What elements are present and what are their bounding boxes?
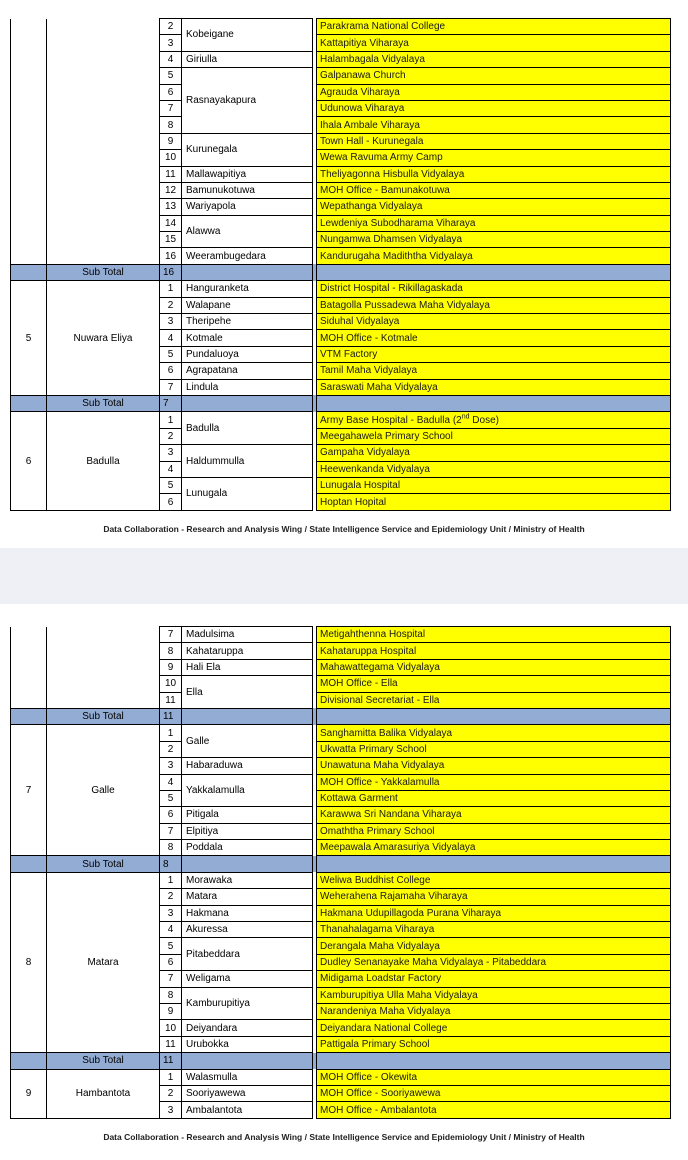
- venue-cell: Karawwa Sri Nandana Viharaya: [317, 807, 671, 823]
- row-index: 8: [160, 840, 182, 856]
- moh-area: Hali Ela: [182, 659, 313, 675]
- row-index: 5: [160, 346, 182, 362]
- district-name: Badulla: [47, 412, 160, 510]
- venue-cell: Midigama Loadstar Factory: [317, 971, 671, 987]
- row-index: 3: [160, 758, 182, 774]
- row-index: 11: [160, 1036, 182, 1052]
- subtotal-count: 16: [160, 264, 182, 280]
- moh-area: Sooriyawewa: [182, 1085, 313, 1101]
- district-no: 6: [11, 412, 47, 510]
- subtotal-label: Sub Total: [47, 708, 160, 724]
- venue-cell: Deiyandara National College: [317, 1020, 671, 1036]
- venue-cell: Weherahena Rajamaha Viharaya: [317, 889, 671, 905]
- row-index: 7: [160, 971, 182, 987]
- subtotal-row: [11, 264, 671, 280]
- moh-area: Madulsima: [182, 627, 313, 643]
- row-index: 14: [160, 215, 182, 231]
- row-index: 13: [160, 199, 182, 215]
- moh-area: Kurunegala: [182, 133, 313, 166]
- venue-cell: Wepathanga Vidyalaya: [317, 199, 671, 215]
- row-index: 1: [160, 281, 182, 297]
- table-row: [11, 627, 671, 643]
- row-index: 2: [160, 428, 182, 444]
- row-index: 6: [160, 807, 182, 823]
- vaccination-centers-table-page-1: [10, 18, 671, 511]
- moh-area: Morawaka: [182, 872, 313, 888]
- subtotal-row: [11, 708, 671, 724]
- venue-cell: Galpanawa Church: [317, 68, 671, 84]
- subtotal-count: 8: [160, 856, 182, 872]
- row-index: 7: [160, 823, 182, 839]
- row-index: 2: [160, 741, 182, 757]
- moh-area: Haldummulla: [182, 445, 313, 478]
- venue-cell: Kattapitiya Viharaya: [317, 35, 671, 51]
- moh-area: Galle: [182, 725, 313, 758]
- table-row: [11, 412, 671, 428]
- moh-area: Ambalantota: [182, 1102, 313, 1118]
- district-name-cell: [47, 627, 160, 709]
- table-row: [11, 281, 671, 297]
- row-index: 7: [160, 627, 182, 643]
- moh-area: Alawwa: [182, 215, 313, 248]
- row-index: 2: [160, 19, 182, 35]
- moh-area: Mallawapitiya: [182, 166, 313, 182]
- page-footer: Data Collaboration - Research and Analysis Wing / State Intelligence Service and Epidemiology Unit / Ministry of Health: [103, 1132, 585, 1142]
- row-index: 1: [160, 872, 182, 888]
- venue-cell: Hakmana Udupillagoda Purana Viharaya: [317, 905, 671, 921]
- table-row: [11, 725, 671, 741]
- venue-cell: Ihala Ambale Viharaya: [317, 117, 671, 133]
- subtotal-row: [11, 1053, 671, 1069]
- row-index: 5: [160, 938, 182, 954]
- venue-cell: Tamil Maha Vidyalaya: [317, 363, 671, 379]
- subtotal-count: 7: [160, 395, 182, 411]
- venue-cell: VTM Factory: [317, 346, 671, 362]
- moh-area: Hanguranketa: [182, 281, 313, 297]
- venue-superscript: nd: [461, 413, 470, 421]
- venue-cell: Heewenkanda Vidyalaya: [317, 461, 671, 477]
- row-index: 15: [160, 232, 182, 248]
- venue-cell: Lunugala Hospital: [317, 477, 671, 493]
- venue-cell: Siduhal Vidyalaya: [317, 314, 671, 330]
- district-name: Nuwara Eliya: [47, 281, 160, 396]
- venue-cell: Saraswati Maha Vidyalaya: [317, 379, 671, 395]
- venue-cell: Weliwa Buddhist College: [317, 872, 671, 888]
- subtotal-label: Sub Total: [47, 1053, 160, 1069]
- moh-area: Weerambugedara: [182, 248, 313, 264]
- venue-cell: MOH Office - Sooriyawewa: [317, 1085, 671, 1101]
- moh-area: Kahataruppa: [182, 643, 313, 659]
- venue-text-tail: Dose): [469, 414, 499, 426]
- district-no-cell: [11, 19, 47, 265]
- moh-area: Giriulla: [182, 51, 313, 67]
- moh-area: Badulla: [182, 412, 313, 445]
- row-index: 9: [160, 659, 182, 675]
- moh-area: Walapane: [182, 297, 313, 313]
- venue-cell: Derangala Maha Vidyalaya: [317, 938, 671, 954]
- row-index: 8: [160, 117, 182, 133]
- table-row: [11, 872, 671, 888]
- row-index: 4: [160, 461, 182, 477]
- venue-cell: MOH Office - Yakkalamulla: [317, 774, 671, 790]
- venue-cell: MOH Office - Bamunakotuwa: [317, 182, 671, 198]
- row-index: 2: [160, 889, 182, 905]
- district-no: 8: [11, 872, 47, 1052]
- venue-cell: Town Hall - Kurunegala: [317, 133, 671, 149]
- district-no: 9: [11, 1069, 47, 1118]
- venue-cell: Pattigala Primary School: [317, 1036, 671, 1052]
- moh-area: Lunugala: [182, 477, 313, 510]
- venue-text: Army Base Hospital - Badulla (2: [320, 414, 462, 426]
- venue-cell: Metigahthenna Hospital: [317, 627, 671, 643]
- row-index: 3: [160, 1102, 182, 1118]
- document-page-1: [0, 0, 688, 548]
- subtotal-label: Sub Total: [47, 264, 160, 280]
- row-index: 11: [160, 166, 182, 182]
- venue-cell: Unawatuna Maha Vidyalaya: [317, 758, 671, 774]
- venue-cell: Agrauda Viharaya: [317, 84, 671, 100]
- venue-cell: Batagolla Pussadewa Maha Vidyalaya: [317, 297, 671, 313]
- moh-area: Kotmale: [182, 330, 313, 346]
- venue-cell: MOH Office - Kotmale: [317, 330, 671, 346]
- moh-area: Kamburupitiya: [182, 987, 313, 1020]
- moh-area: Hakmana: [182, 905, 313, 921]
- moh-area: Akuressa: [182, 922, 313, 938]
- row-index: 6: [160, 84, 182, 100]
- moh-area: Theripehe: [182, 314, 313, 330]
- venue-cell: Thanahalagama Viharaya: [317, 922, 671, 938]
- district-no: 7: [11, 725, 47, 856]
- moh-area: Bamunukotuwa: [182, 182, 313, 198]
- district-no: 5: [11, 281, 47, 396]
- moh-area: Matara: [182, 889, 313, 905]
- row-index: 10: [160, 676, 182, 692]
- row-index: 4: [160, 774, 182, 790]
- moh-area: Agrapatana: [182, 363, 313, 379]
- venue-cell: Mahawattegama Vidyalaya: [317, 659, 671, 675]
- venue-cell: Hoptan Hopital: [317, 494, 671, 510]
- vaccination-centers-table-page-2: [10, 626, 671, 1119]
- moh-area: Elpitiya: [182, 823, 313, 839]
- document-page-2: [0, 604, 688, 1160]
- venue-cell: Divisional Secretariat - Ella: [317, 692, 671, 708]
- moh-area: Walasmulla: [182, 1069, 313, 1085]
- row-index: 3: [160, 445, 182, 461]
- venue-cell: MOH Office - Ambalantota: [317, 1102, 671, 1118]
- moh-area: Habaraduwa: [182, 758, 313, 774]
- venue-cell: Meepawala Amarasuriya Vidyalaya: [317, 840, 671, 856]
- row-index: 9: [160, 133, 182, 149]
- row-index: 1: [160, 412, 182, 428]
- venue-cell: Nungamwa Dhamsen Vidyalaya: [317, 232, 671, 248]
- district-name: Galle: [47, 725, 160, 856]
- moh-area: Pitigala: [182, 807, 313, 823]
- moh-area: Kobeigane: [182, 19, 313, 52]
- table-row: [11, 1069, 671, 1085]
- subtotal-label: Sub Total: [47, 395, 160, 411]
- venue-cell: MOH Office - Ella: [317, 676, 671, 692]
- district-name: Matara: [47, 872, 160, 1052]
- row-index: 16: [160, 248, 182, 264]
- moh-area: Pitabeddara: [182, 938, 313, 971]
- row-index: 4: [160, 330, 182, 346]
- page-footer: Data Collaboration - Research and Analysis Wing / State Intelligence Service and Epidemiology Unit / Ministry of Health: [103, 524, 585, 534]
- moh-area: Yakkalamulla: [182, 774, 313, 807]
- venue-cell: Parakrama National College: [317, 19, 671, 35]
- row-index: 6: [160, 363, 182, 379]
- row-index: 8: [160, 643, 182, 659]
- row-index: 4: [160, 922, 182, 938]
- venue-cell: [317, 412, 671, 428]
- venue-cell: Lewdeniya Subodharama Viharaya: [317, 215, 671, 231]
- subtotal-row: [11, 856, 671, 872]
- moh-area: Weligama: [182, 971, 313, 987]
- moh-area: Ella: [182, 676, 313, 709]
- venue-cell: Omaththa Primary School: [317, 823, 671, 839]
- venue-cell: Ukwatta Primary School: [317, 741, 671, 757]
- row-index: 3: [160, 905, 182, 921]
- venue-cell: Sanghamitta Balika Vidyalaya: [317, 725, 671, 741]
- district-name: Hambantota: [47, 1069, 160, 1118]
- row-index: 9: [160, 1003, 182, 1019]
- venue-cell: Gampaha Vidyalaya: [317, 445, 671, 461]
- venue-cell: Halambagala Vidyalaya: [317, 51, 671, 67]
- subtotal-count: 11: [160, 708, 182, 724]
- row-index: 5: [160, 477, 182, 493]
- subtotal-row: [11, 395, 671, 411]
- row-index: 2: [160, 297, 182, 313]
- moh-area: Rasnayakapura: [182, 68, 313, 134]
- row-index: 10: [160, 150, 182, 166]
- row-index: 8: [160, 987, 182, 1003]
- venue-cell: Wewa Ravuma Army Camp: [317, 150, 671, 166]
- subtotal-count: 11: [160, 1053, 182, 1069]
- moh-area: Wariyapola: [182, 199, 313, 215]
- district-no-cell: [11, 627, 47, 709]
- row-index: 5: [160, 68, 182, 84]
- row-index: 1: [160, 725, 182, 741]
- row-index: 12: [160, 182, 182, 198]
- moh-area: Urubokka: [182, 1036, 313, 1052]
- row-index: 5: [160, 790, 182, 806]
- row-index: 6: [160, 494, 182, 510]
- moh-area: Deiyandara: [182, 1020, 313, 1036]
- district-name-cell: [47, 19, 160, 265]
- moh-area: Poddala: [182, 840, 313, 856]
- venue-cell: Udunowa Viharaya: [317, 100, 671, 116]
- venue-cell: Kamburupitiya Ulla Maha Vidyalaya: [317, 987, 671, 1003]
- row-index: 3: [160, 35, 182, 51]
- venue-cell: Theliyagonna Hisbulla Vidyalaya: [317, 166, 671, 182]
- row-index: 11: [160, 692, 182, 708]
- row-index: 7: [160, 100, 182, 116]
- row-index: 7: [160, 379, 182, 395]
- venue-cell: Kahataruppa Hospital: [317, 643, 671, 659]
- venue-cell: Kottawa Garment: [317, 790, 671, 806]
- venue-cell: Dudley Senanayake Maha Vidyalaya - Pitabeddara: [317, 954, 671, 970]
- row-index: 2: [160, 1085, 182, 1101]
- venue-cell: Narandeniya Maha Vidyalaya: [317, 1003, 671, 1019]
- moh-area: Pundaluoya: [182, 346, 313, 362]
- row-index: 6: [160, 954, 182, 970]
- venue-cell: MOH Office - Okewita: [317, 1069, 671, 1085]
- row-index: 3: [160, 314, 182, 330]
- moh-area: Lindula: [182, 379, 313, 395]
- subtotal-label: Sub Total: [47, 856, 160, 872]
- row-index: 4: [160, 51, 182, 67]
- venue-cell: District Hospital - Rikillagaskada: [317, 281, 671, 297]
- table-row: [11, 19, 671, 35]
- row-index: 1: [160, 1069, 182, 1085]
- venue-cell: Meegahawela Primary School: [317, 428, 671, 444]
- row-index: 10: [160, 1020, 182, 1036]
- venue-cell: Kandurugaha Madiththa Vidyalaya: [317, 248, 671, 264]
